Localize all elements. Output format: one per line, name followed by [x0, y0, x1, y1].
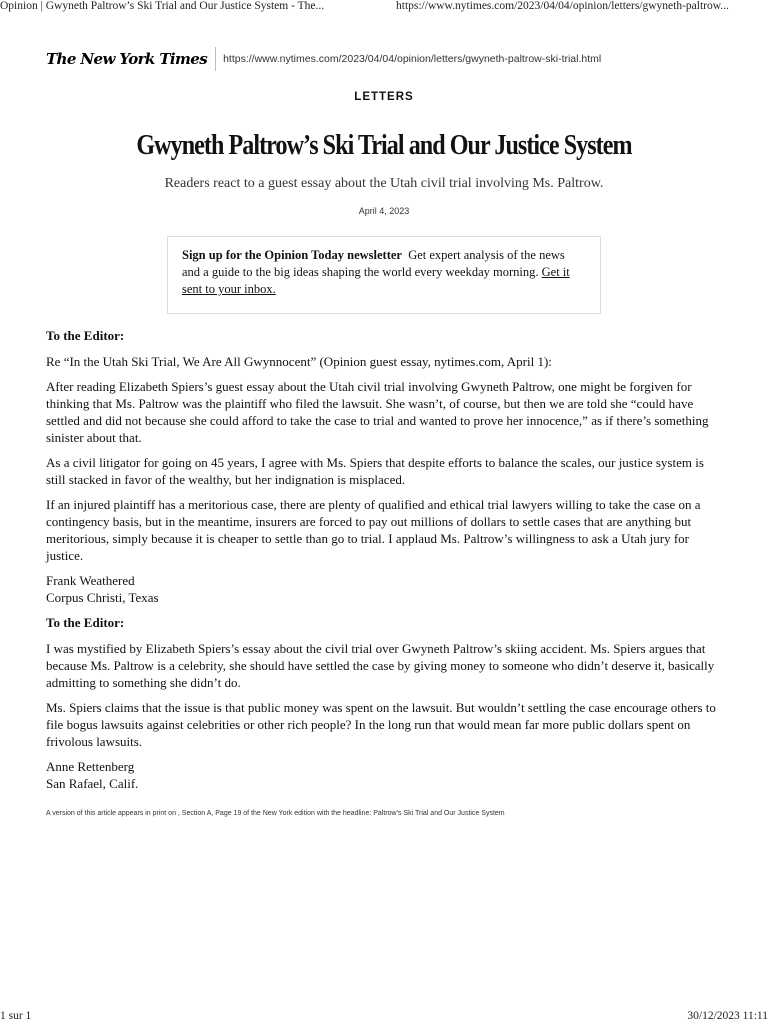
letter-author: Anne Rettenberg — [46, 759, 135, 774]
publish-date: April 4, 2023 — [358, 206, 410, 216]
newsletter-promo — [167, 236, 601, 314]
section-kicker[interactable]: LETTERS — [354, 91, 414, 103]
letter-author: Frank Weathered — [46, 573, 135, 588]
print-page-title: Opinion | Gwyneth Paltrow’s Ski Trial and Our Justice System - The... — [0, 0, 325, 12]
newsletter-signup-link[interactable]: Get it sent to your inbox. — [182, 265, 570, 296]
print-page-count: 1 sur 1 — [0, 1010, 32, 1022]
print-timestamp: 30/12/2023 11:11 — [687, 1010, 768, 1022]
print-header — [0, 0, 768, 14]
letter-paragraph: If an injured plaintiff has a meritorious case, there are plenty of qualified and ethical trial lawyers willing to take the case on a contingency basis, but in the meantime, insurers are forced to pay out millions of dollars to settle cases that are anything but meritorious, simply because it is cheaper to settle than go to trial. I applaud Ms. Paltrow’s willingness to ask a Utah jury for justice. — [46, 497, 701, 563]
article-dek: Readers react to a guest essay about the Utah civil trial involving Ms. Paltrow. — [164, 176, 604, 191]
letter-paragraph: As a civil litigator for going on 45 years, I agree with Ms. Spiers that despite efforts to balance the scales, our justice system is still stacked in favor of the wealthy, but her indignation is misplaced. — [46, 455, 704, 487]
newsletter-text: Get expert analysis of the news and a guide to the big ideas shaping the world every weekday morning. — [182, 248, 565, 279]
letter-signature — [46, 758, 722, 792]
letter-salutation: To the Editor: — [46, 328, 125, 343]
letter-paragraph: I was mystified by Elizabeth Spiers’s essay about the civil trial over Gwyneth Paltrow’s skiing accident. Ms. Spiers argues that because Ms. Paltrow is a celebrity, she should have settled the case by giving money to someone who didn’t deserve it, basically admitting to something she didn’t do. — [46, 641, 715, 690]
print-edition-note: A version of this article appears in print on , Section A, Page 19 of the New York edition with the headline: Paltrow’s Ski Trial and Our Justice System — [46, 810, 505, 817]
letter-paragraph: After reading Elizabeth Spiers’s guest essay about the Utah civil trial involving Gwyneth Paltrow, one might be forgiven for thinking that Ms. Paltrow was the plaintiff who filed the lawsuit. She wasn’t, of course, but then we are told she “could have settled and did not because she could afford to take the case to trial and wanted to prove her innocence,” as if there’s something sinister about that. — [46, 379, 709, 445]
nyt-logo[interactable]: The New York Times — [46, 50, 208, 68]
letter-salutation: To the Editor: — [46, 615, 125, 630]
letter-signature — [46, 572, 722, 606]
print-page-url: https://www.nytimes.com/2023/04/04/opinion/letters/gwyneth-paltrow... — [396, 0, 729, 12]
letter-location: Corpus Christi, Texas — [46, 590, 159, 605]
print-footer — [0, 1010, 768, 1024]
masthead — [46, 46, 601, 72]
letter-paragraph: Ms. Spiers claims that the issue is that public money was spent on the lawsuit. But wouldn’t settling the case encourage others to file bogus lawsuits against celebrities or other rich people? In the long run that would mean far more public dollars spent on frivolous lawsuits. — [46, 700, 716, 749]
newsletter-title: Sign up for the Opinion Today newsletter — [182, 248, 402, 262]
article-headline: Gwyneth Paltrow’s Ski Trial and Our Justice System — [136, 130, 632, 161]
article-url: https://www.nytimes.com/2023/04/04/opinion/letters/gwyneth-paltrow-ski-trial.html — [223, 53, 602, 65]
article-body — [46, 327, 722, 800]
masthead-divider — [215, 47, 216, 71]
letter-location: San Rafael, Calif. — [46, 776, 139, 791]
letter-paragraph: Re “In the Utah Ski Trial, We Are All Gwynnocent” (Opinion guest essay, nytimes.com, April 1): — [46, 354, 552, 369]
